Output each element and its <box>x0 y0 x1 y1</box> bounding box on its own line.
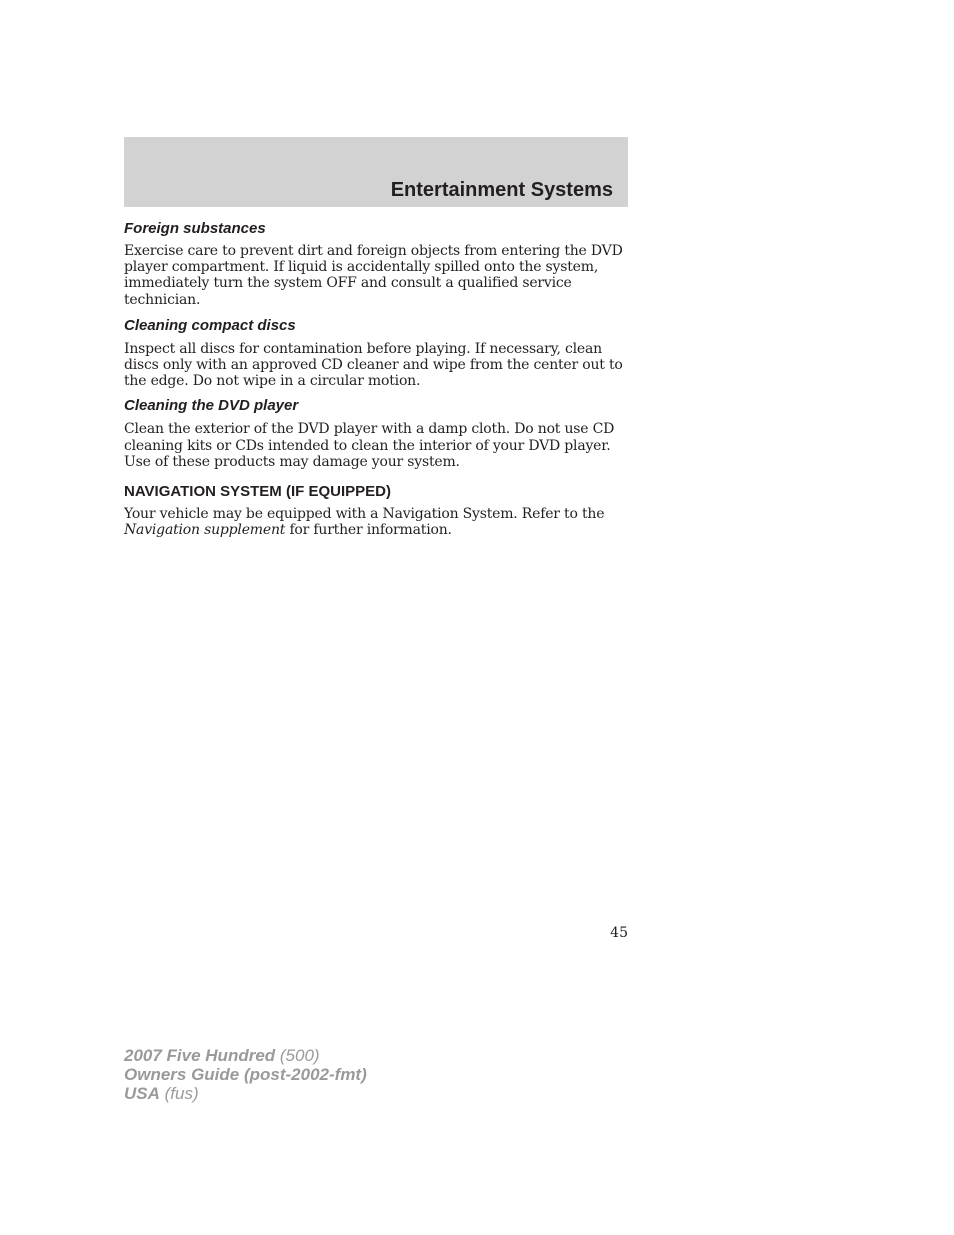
footer-model-code: (500) <box>275 1046 320 1065</box>
section-title: Entertainment Systems <box>390 179 613 201</box>
page-content <box>124 220 628 538</box>
footer-guide-name: Owners Guide (post-2002-fmt) <box>124 1065 367 1084</box>
subheading-cleaning-compact-discs: Cleaning compact discs <box>124 316 296 334</box>
paragraph-cleaning-compact-discs <box>124 341 628 390</box>
footer-line-guide <box>124 1065 367 1084</box>
document-footer <box>124 1046 367 1103</box>
section-header-band <box>124 137 628 207</box>
text-line: the edge. Do not wipe in a circular motion. <box>124 373 421 390</box>
footer-model-name: 2007 Five Hundred <box>124 1046 276 1065</box>
paragraph-cleaning-dvd-player <box>124 421 628 470</box>
text-line: Use of these products may damage your system. <box>124 453 460 470</box>
paragraph-foreign-substances <box>124 243 628 308</box>
text-line: Exercise care to prevent dirt and foreign objects from entering the DVD <box>124 243 623 259</box>
text-line <box>124 522 628 538</box>
text-line: Clean the exterior of the DVD player with a damp cloth. Do not use CD <box>124 421 615 438</box>
text-line: player compartment. If liquid is accidentally spilled onto the system, <box>124 259 599 276</box>
subheading-foreign-substances: Foreign substances <box>124 220 266 237</box>
text-line: discs only with an approved CD cleaner and wipe from the center out to <box>124 357 623 374</box>
paragraph-navigation-system <box>124 506 628 538</box>
text-line: technician. <box>124 291 201 308</box>
footer-market-name: USA <box>124 1084 160 1103</box>
footer-market-code: (fus) <box>159 1084 199 1103</box>
subheading-cleaning-dvd-player: Cleaning the DVD player <box>124 397 299 415</box>
heading-navigation-system: NAVIGATION SYSTEM (IF EQUIPPED) <box>124 483 391 501</box>
text-fragment: for further information. <box>285 522 452 539</box>
text-line: Inspect all discs for contamination before playing. If necessary, clean <box>124 340 602 357</box>
footer-line-model <box>124 1046 367 1065</box>
text-line: cleaning kits or CDs intended to clean the interior of your DVD player. <box>124 437 611 454</box>
text-line: immediately turn the system OFF and consult a qualified service <box>124 275 572 292</box>
navigation-supplement-reference: Navigation supplement <box>124 522 286 539</box>
page-number: 45 <box>610 925 628 941</box>
text-line: Your vehicle may be equipped with a Navigation System. Refer to the <box>124 506 605 523</box>
footer-line-market <box>124 1084 367 1103</box>
